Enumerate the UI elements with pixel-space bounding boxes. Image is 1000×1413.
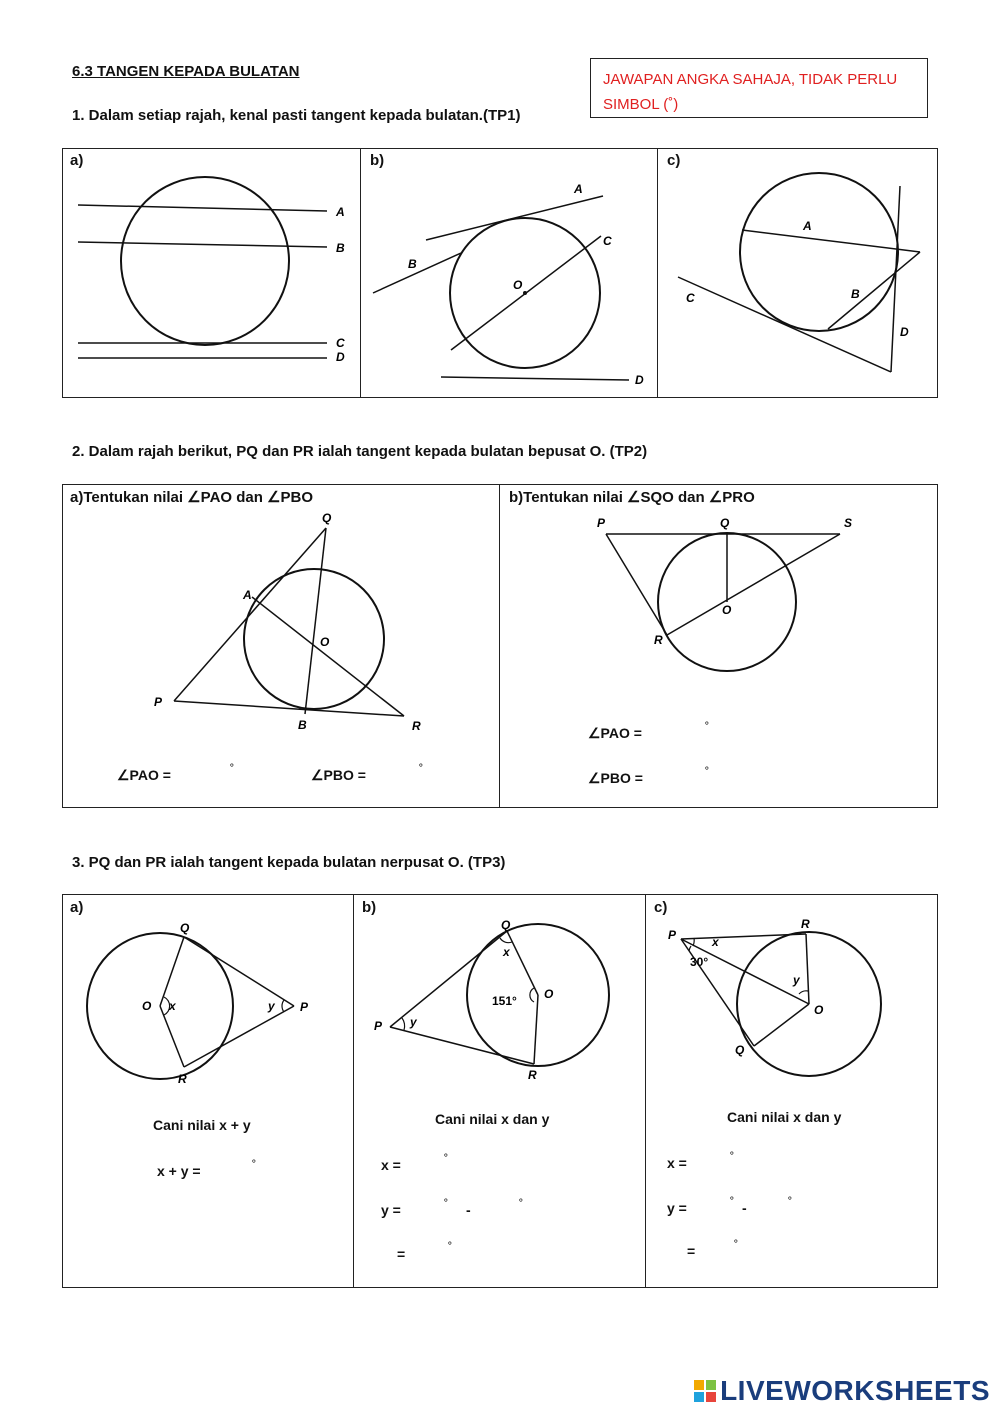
answer-pbo-label: ∠PBO = [311, 767, 366, 783]
q2b-label: b)Tentukan nilai ∠SQO dan ∠PRO [509, 489, 755, 506]
point-o: O [320, 635, 330, 649]
degree-symbol: ˚ [519, 1197, 524, 1212]
angle-151: 151° [492, 994, 517, 1008]
angle-30: 30° [690, 955, 709, 969]
line-label-a: A [803, 219, 812, 233]
angle-x: x [712, 935, 719, 949]
answer-y-result-input[interactable] [412, 1244, 452, 1262]
q1a-label: a) [70, 152, 84, 169]
answer-pao-label: ∠PAO = [117, 767, 171, 783]
angle-x: x [503, 945, 510, 959]
q2b-diagram [500, 484, 938, 808]
line-label-d: D [336, 350, 345, 364]
degree-symbol: ˚ [444, 1197, 449, 1212]
line-label-c: C [686, 291, 695, 305]
point-p: P [597, 516, 606, 530]
degree-symbol: ˚ [788, 1195, 793, 1210]
line-label-c: C [603, 234, 612, 248]
q1c-label: c) [667, 152, 681, 169]
point-q: Q [180, 921, 190, 935]
point-o: O [722, 603, 732, 617]
answer-sqo-label: ∠PAO = [588, 725, 642, 741]
point-p: P [374, 1019, 383, 1033]
q3a-prompt: Cani nilai x + y [153, 1117, 251, 1133]
q3a-diagram [62, 894, 353, 1288]
minus-sign: - [466, 1202, 471, 1218]
answer-x-label: x = [381, 1157, 401, 1173]
q3c-diagram [646, 894, 938, 1288]
angle-y: y [268, 999, 275, 1013]
answer-xy-input[interactable] [214, 1161, 254, 1179]
point-s: S [844, 516, 853, 530]
answer-xy-label: x + y = [157, 1163, 201, 1179]
q3b-label: b) [362, 899, 377, 916]
angle-y: y [410, 1015, 417, 1029]
brand-text: LIVEWORKSHEETS [720, 1375, 990, 1406]
point-q: Q [720, 516, 730, 530]
degree-symbol: ˚ [230, 762, 235, 777]
answer-x-label: x = [667, 1155, 687, 1171]
line-label-a: A [574, 182, 583, 196]
answer-pro-input[interactable] [660, 768, 700, 786]
center-label: O [513, 278, 523, 292]
point-r: R [654, 633, 663, 647]
point-p: P [300, 1000, 309, 1014]
answer-y-input-2[interactable] [752, 1198, 792, 1216]
instruction-note: JAWAPAN ANGKA SAHAJA, TIDAK PERLU SIMBOL (˚) [590, 58, 928, 118]
angle-x: x [169, 999, 176, 1013]
point-o: O [814, 1003, 824, 1017]
answer-y-label: y = [381, 1202, 401, 1218]
degree-symbol: ˚ [444, 1152, 449, 1167]
point-o: O [142, 999, 152, 1013]
q1a-diagram [62, 148, 360, 398]
equals-sign: = [397, 1246, 406, 1262]
degree-symbol: ˚ [734, 1238, 739, 1253]
minus-sign: - [742, 1200, 747, 1216]
degree-symbol: ˚ [705, 765, 710, 780]
question-2: 2. Dalam rajah berikut, PQ dan PR ialah tangent kepada bulatan bepusat O. (TP2) [72, 443, 648, 460]
degree-symbol: ˚ [730, 1195, 735, 1210]
degree-symbol: ˚ [419, 762, 424, 777]
q3c-prompt: Cani nilai x dan y [727, 1109, 842, 1125]
point-p: P [154, 695, 163, 709]
line-label-b: B [408, 257, 417, 271]
point-a: A [243, 588, 252, 602]
answer-y-input-2[interactable] [478, 1200, 518, 1218]
degree-symbol: ˚ [448, 1240, 453, 1255]
line-label-d: D [900, 325, 909, 339]
page-title: 6.3 TANGEN KEPADA BULATAN [72, 63, 300, 80]
degree-symbol: ˚ [705, 720, 710, 735]
answer-pao-input[interactable] [185, 765, 225, 783]
point-r: R [801, 917, 810, 931]
point-q: Q [322, 511, 332, 525]
q3c-label: c) [654, 899, 668, 916]
brand-icon [694, 1380, 716, 1402]
point-o: O [544, 987, 554, 1001]
q3b-prompt: Cani nilai x dan y [435, 1111, 550, 1127]
q3b-diagram [354, 894, 645, 1288]
point-q: Q [501, 918, 511, 932]
answer-sqo-input[interactable] [660, 723, 700, 741]
q1b-label: b) [370, 152, 385, 169]
line-label-a: A [336, 205, 345, 219]
point-p: P [668, 928, 677, 942]
point-q: Q [735, 1043, 745, 1057]
answer-y-label: y = [667, 1200, 687, 1216]
liveworksheets-logo [694, 1375, 990, 1407]
q1b-diagram [361, 148, 657, 398]
line-label-b: B [851, 287, 860, 301]
equals-sign: = [687, 1243, 696, 1259]
degree-symbol: ˚ [730, 1150, 735, 1165]
question-1: 1. Dalam setiap rajah, kenal pasti tangent kepada bulatan.(TP1) [72, 107, 521, 124]
line-label-c: C [336, 336, 345, 350]
q2a-diagram [62, 484, 499, 808]
answer-pro-label: ∠PBO = [588, 770, 643, 786]
question-3: 3. PQ dan PR ialah tangent kepada bulatan nerpusat O. (TP3) [72, 854, 506, 871]
degree-symbol: ˚ [252, 1158, 257, 1173]
line-label-d: D [635, 373, 644, 387]
point-r: R [412, 719, 421, 733]
angle-y: y [793, 973, 800, 987]
answer-pbo-input[interactable] [375, 765, 415, 783]
q3a-label: a) [70, 899, 84, 916]
point-r: R [528, 1068, 537, 1082]
line-label-b: B [336, 241, 345, 255]
q1c-diagram [658, 148, 938, 398]
point-r: R [178, 1072, 187, 1086]
point-b: B [298, 718, 307, 732]
q2a-label: a)Tentukan nilai ∠PAO dan ∠PBO [70, 489, 314, 506]
